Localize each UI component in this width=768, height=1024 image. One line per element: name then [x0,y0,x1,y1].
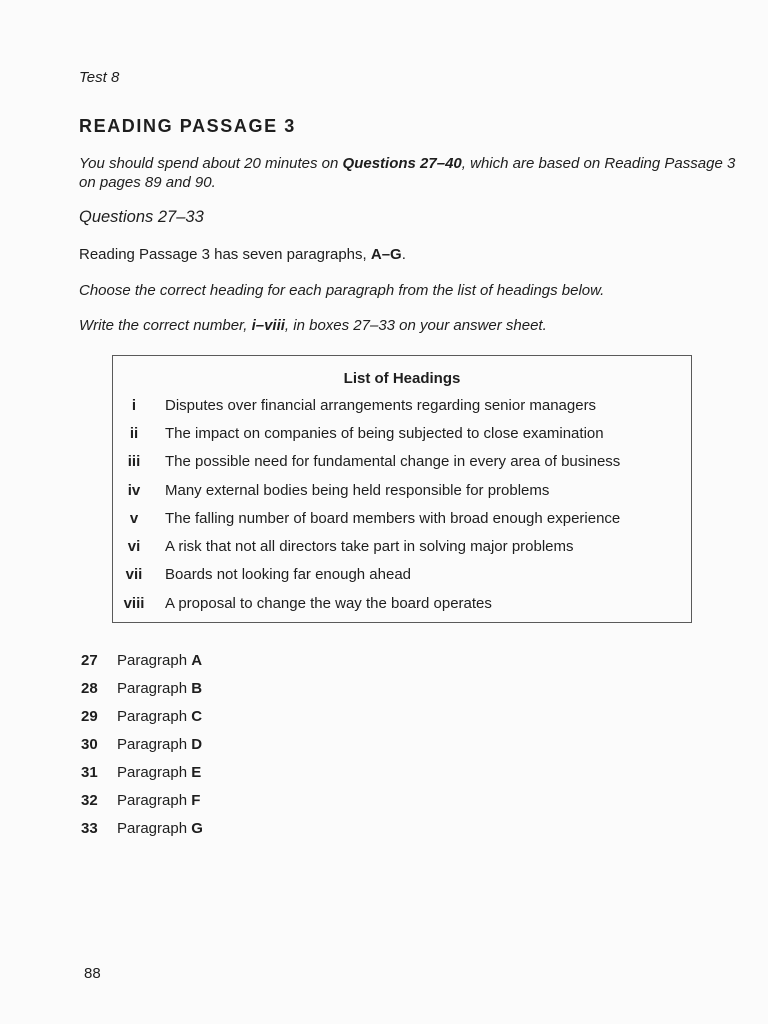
list-of-headings-title: List of Headings [343,370,461,387]
question-paragraph-letter: C [191,708,203,725]
question-paragraph-letter: D [191,736,203,753]
list-of-headings-box [112,355,692,623]
question-label [117,736,202,753]
question-number: 28 [81,680,98,697]
heading-text: The impact on companies of being subjected to close examination [165,425,604,442]
question-paragraph-word: Paragraph [117,764,188,781]
intro-questions-range: Questions 27–40 [342,155,462,172]
question-number: 30 [81,736,98,753]
instruction-paragraphs [79,246,406,263]
question-paragraph-word: Paragraph [117,792,188,809]
question-paragraph-word: Paragraph [117,820,188,837]
question-paragraph-letter: B [191,680,203,697]
heading-item [113,538,691,558]
heading-number: viii [123,595,145,612]
instruction-write-number [79,317,547,334]
intro-text-start: You should spend about 20 minutes on [79,155,343,172]
question-paragraph-letter: E [191,764,202,781]
heading-text: The falling number of board members with broad enough experience [165,510,621,527]
question-label [117,764,201,781]
heading-number: v [129,510,139,527]
instruction-paragraphs-prefix: Reading Passage 3 has seven paragraphs, [79,246,371,263]
intro-text-end: , which are based on Reading Passage 3 on pages 89 and 90. [79,155,736,191]
heading-item [113,510,691,530]
question-label [117,652,202,669]
heading-number: vi [127,538,141,555]
question-label [117,680,202,697]
question-paragraph-word: Paragraph [117,736,188,753]
question-label [117,820,203,837]
instruction-paragraphs-suffix: . [401,246,406,263]
heading-text: A proposal to change the way the board operates [165,595,492,612]
question-number: 29 [81,708,98,725]
test-label: Test 8 [79,69,120,86]
heading-item [113,453,691,473]
question-number: 27 [81,652,98,669]
heading-number: vii [125,566,143,583]
question-paragraph-letter: G [191,820,203,837]
heading-number: i [131,397,137,414]
heading-number: ii [129,425,139,442]
page-number: 88 [84,965,101,982]
instruction-write-range: i–viii [251,317,285,334]
instruction-write-suffix: , in boxes 27–33 on your answer sheet. [284,317,547,334]
intro-paragraph [79,154,739,192]
question-number: 31 [81,764,98,781]
heading-item [113,397,691,417]
heading-text: A risk that not all directors take part in solving major problems [165,538,574,555]
instruction-paragraphs-range: A–G [370,246,402,263]
heading-item [113,482,691,502]
heading-text: Many external bodies being held responsible for problems [165,482,550,499]
question-paragraph-word: Paragraph [117,680,188,697]
heading-text: Boards not looking far enough ahead [165,566,412,583]
question-label [117,708,202,725]
heading-number: iii [127,453,141,470]
question-paragraph-word: Paragraph [117,652,188,669]
question-label [117,792,200,809]
heading-text: The possible need for fundamental change in every area of business [165,453,621,470]
question-paragraph-letter: F [191,792,201,809]
heading-number: iv [127,482,141,499]
question-range-heading: Questions 27–33 [79,208,204,226]
question-paragraph-word: Paragraph [117,708,188,725]
heading-item [113,595,691,615]
heading-text: Disputes over financial arrangements regarding senior managers [165,397,597,414]
question-paragraph-letter: A [191,652,203,669]
passage-title: READING PASSAGE 3 [79,116,296,136]
question-number: 32 [81,792,98,809]
instruction-choose-heading: Choose the correct heading for each paragraph from the list of headings below. [79,282,605,299]
heading-item [113,566,691,586]
question-number: 33 [81,820,98,837]
instruction-write-prefix: Write the correct number, [79,317,252,334]
heading-item [113,425,691,445]
